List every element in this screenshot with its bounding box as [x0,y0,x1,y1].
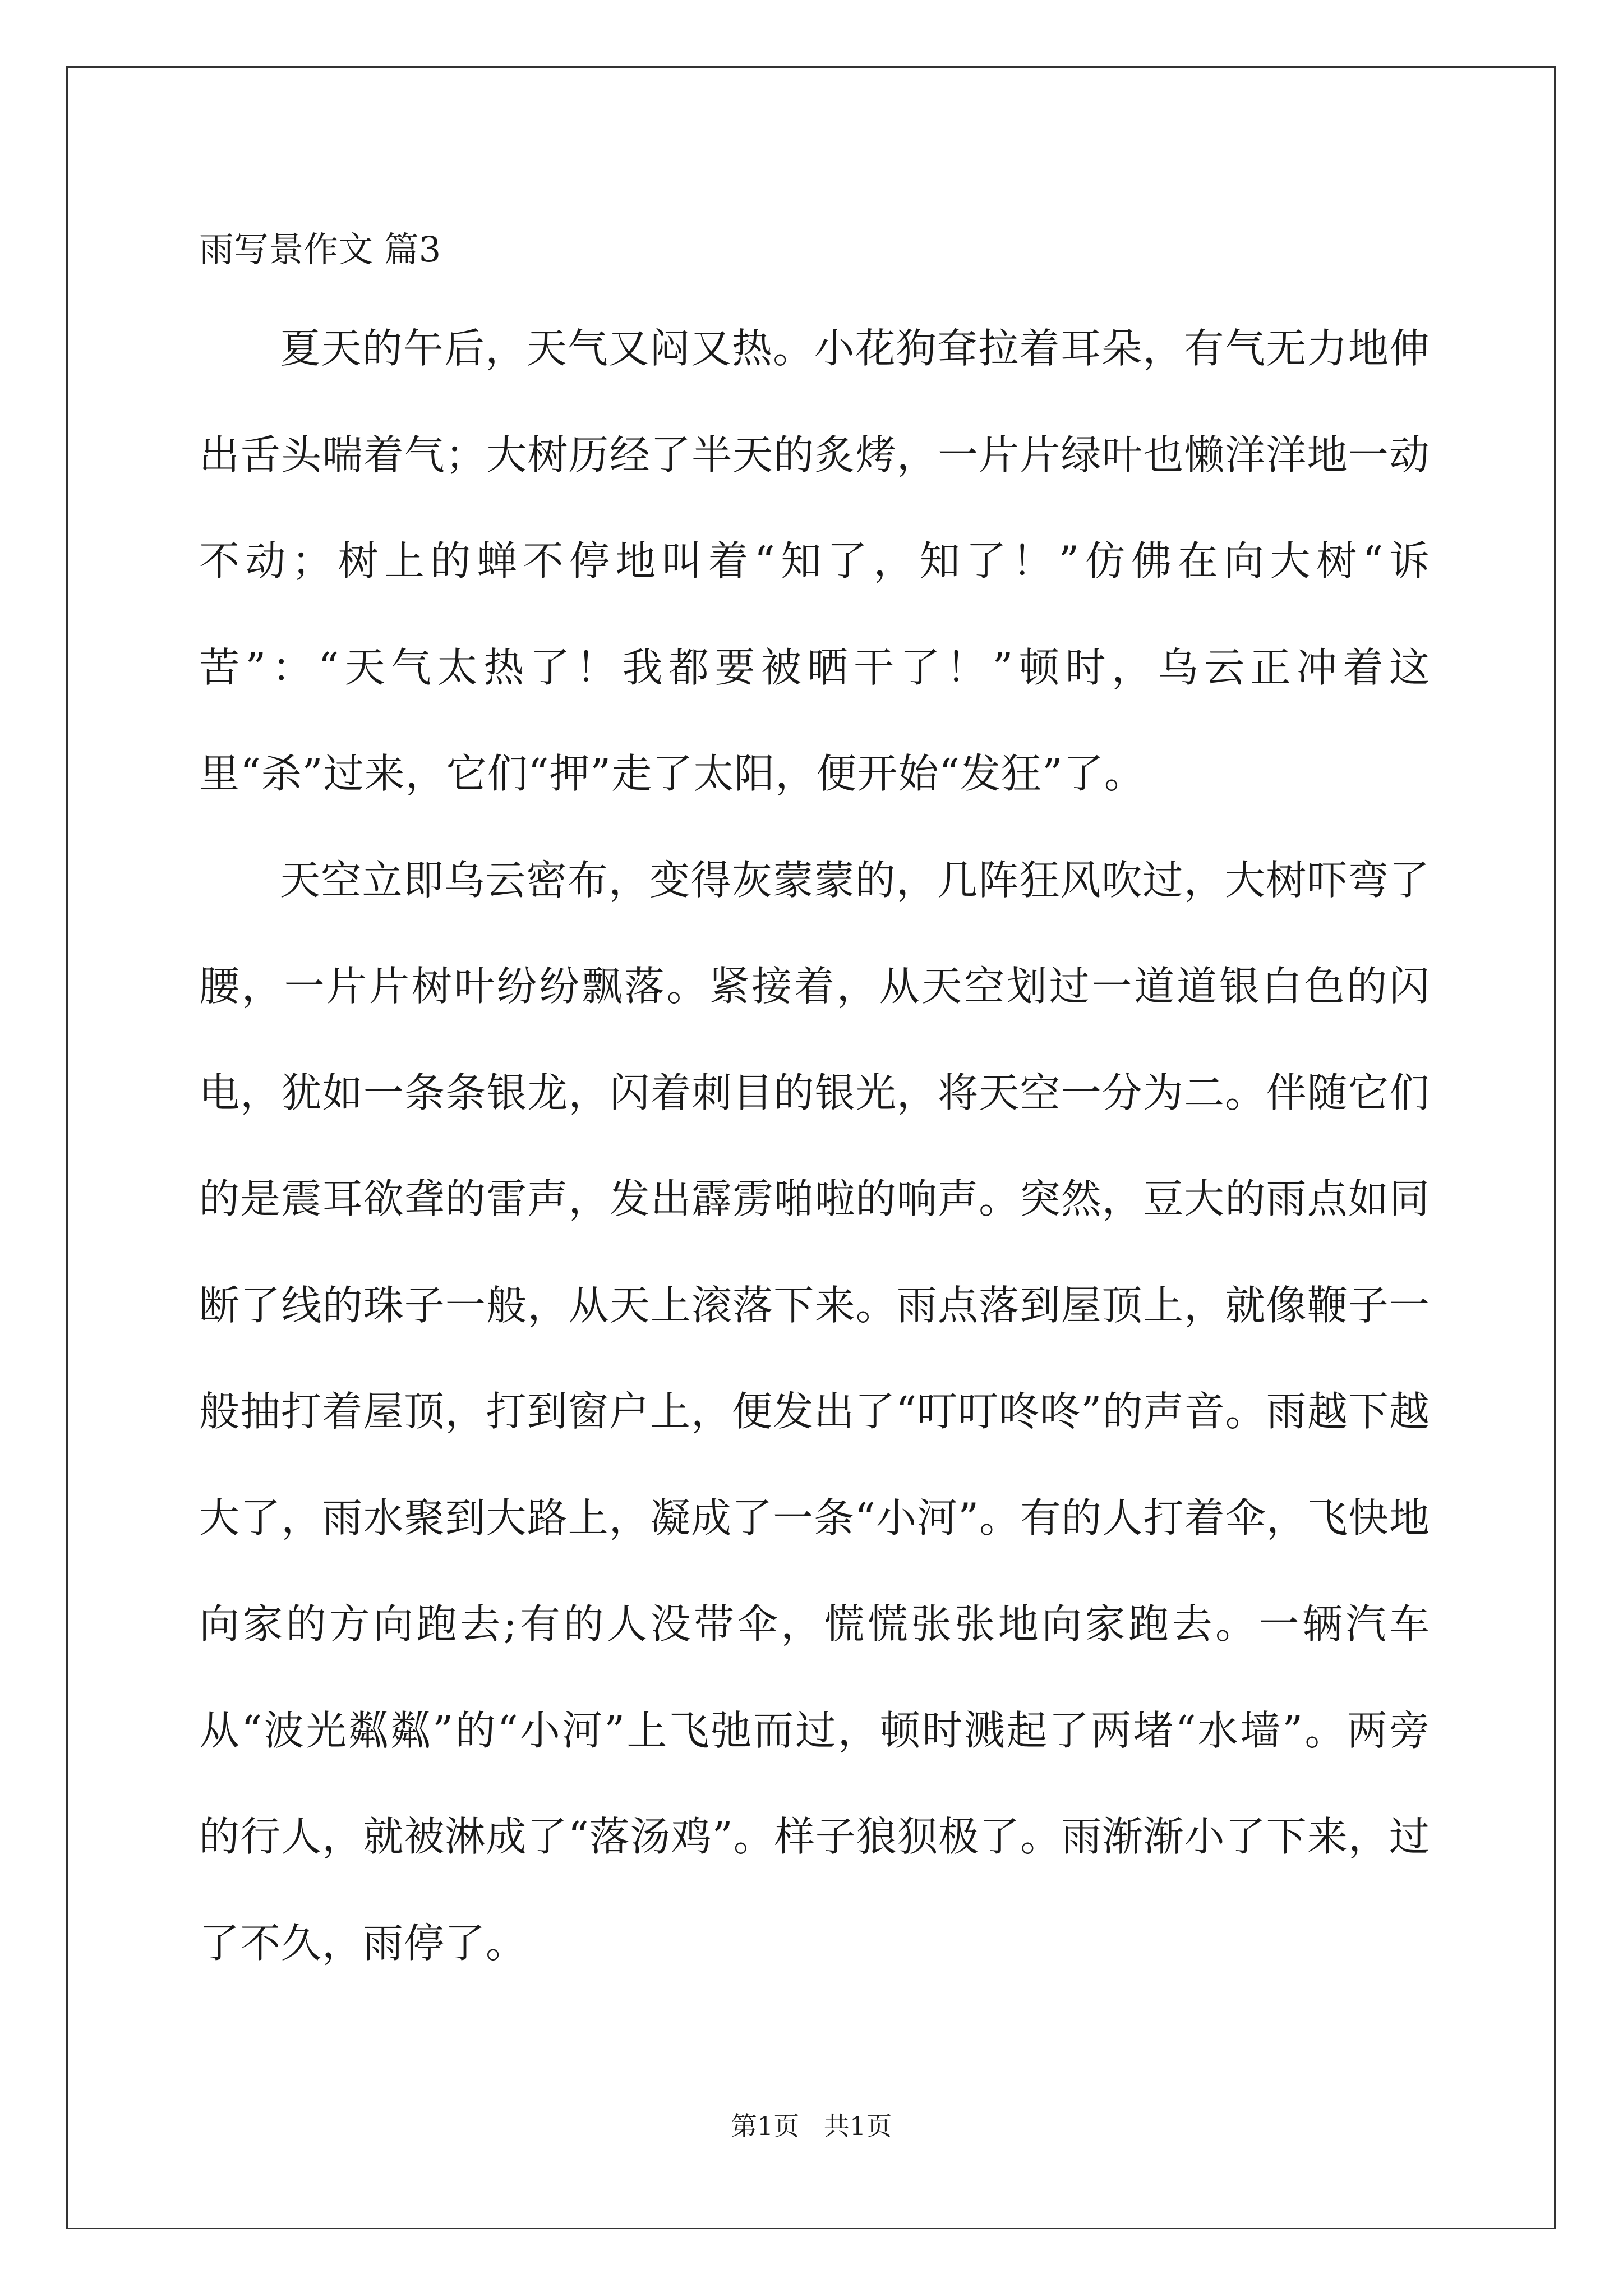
page-footer: 第1页 共1页 [731,2111,892,2141]
document-body [199,216,1430,1996]
document-title: 雨写景作文 篇3 [199,229,441,270]
paragraph-2: 天空立即乌云密布，变得灰蒙蒙的，几阵狂风吹过，大树吓弯了腰，一片片树叶纷纷飘落。紧接着，从天空划过一道道银白色的闪电，犹如一条条银龙，闪着刺目的银光，将天空一分为二。伴随它们的是震耳欲聋的雷声，发出霹雳啪啦的响声。突然，豆大的雨点如同断了线的珠子一般，从天上滚落下来。雨点落到屋顶上，就像鞭子一般抽打着屋顶，打到窗户上，便发出了“叮叮咚咚”的声音。雨越下越大了，雨水聚到大路上，凝成了一条“小河”。有的人打着伞，飞快地向家的方向跑去;有的人没带伞，慌慌张张地向家跑去。一辆汽车从“波光粼粼”的“小河”上飞弛而过，顿时溅起了两堵“水墙”。两旁的行人，就被淋成了“落汤鸡”。样子狼狈极了。雨渐渐小了下来，过了不久，雨停了。 [199,856,1430,1967]
paragraph-1: 夏天的午后，天气又闷又热。小花狗耷拉着耳朵，有气无力地伸出舌头喘着气；大树历经了半天的炙烤，一片片绿叶也懒洋洋地一动不动；树上的蝉不停地叫着“知了，知了！”仿佛在向大树“诉苦”：“天气太热了！我都要被晒干了！”顿时，乌云正冲着这里“杀”过来，它们“押”走了太阳，便开始“发狂”了。 [199,325,1430,797]
